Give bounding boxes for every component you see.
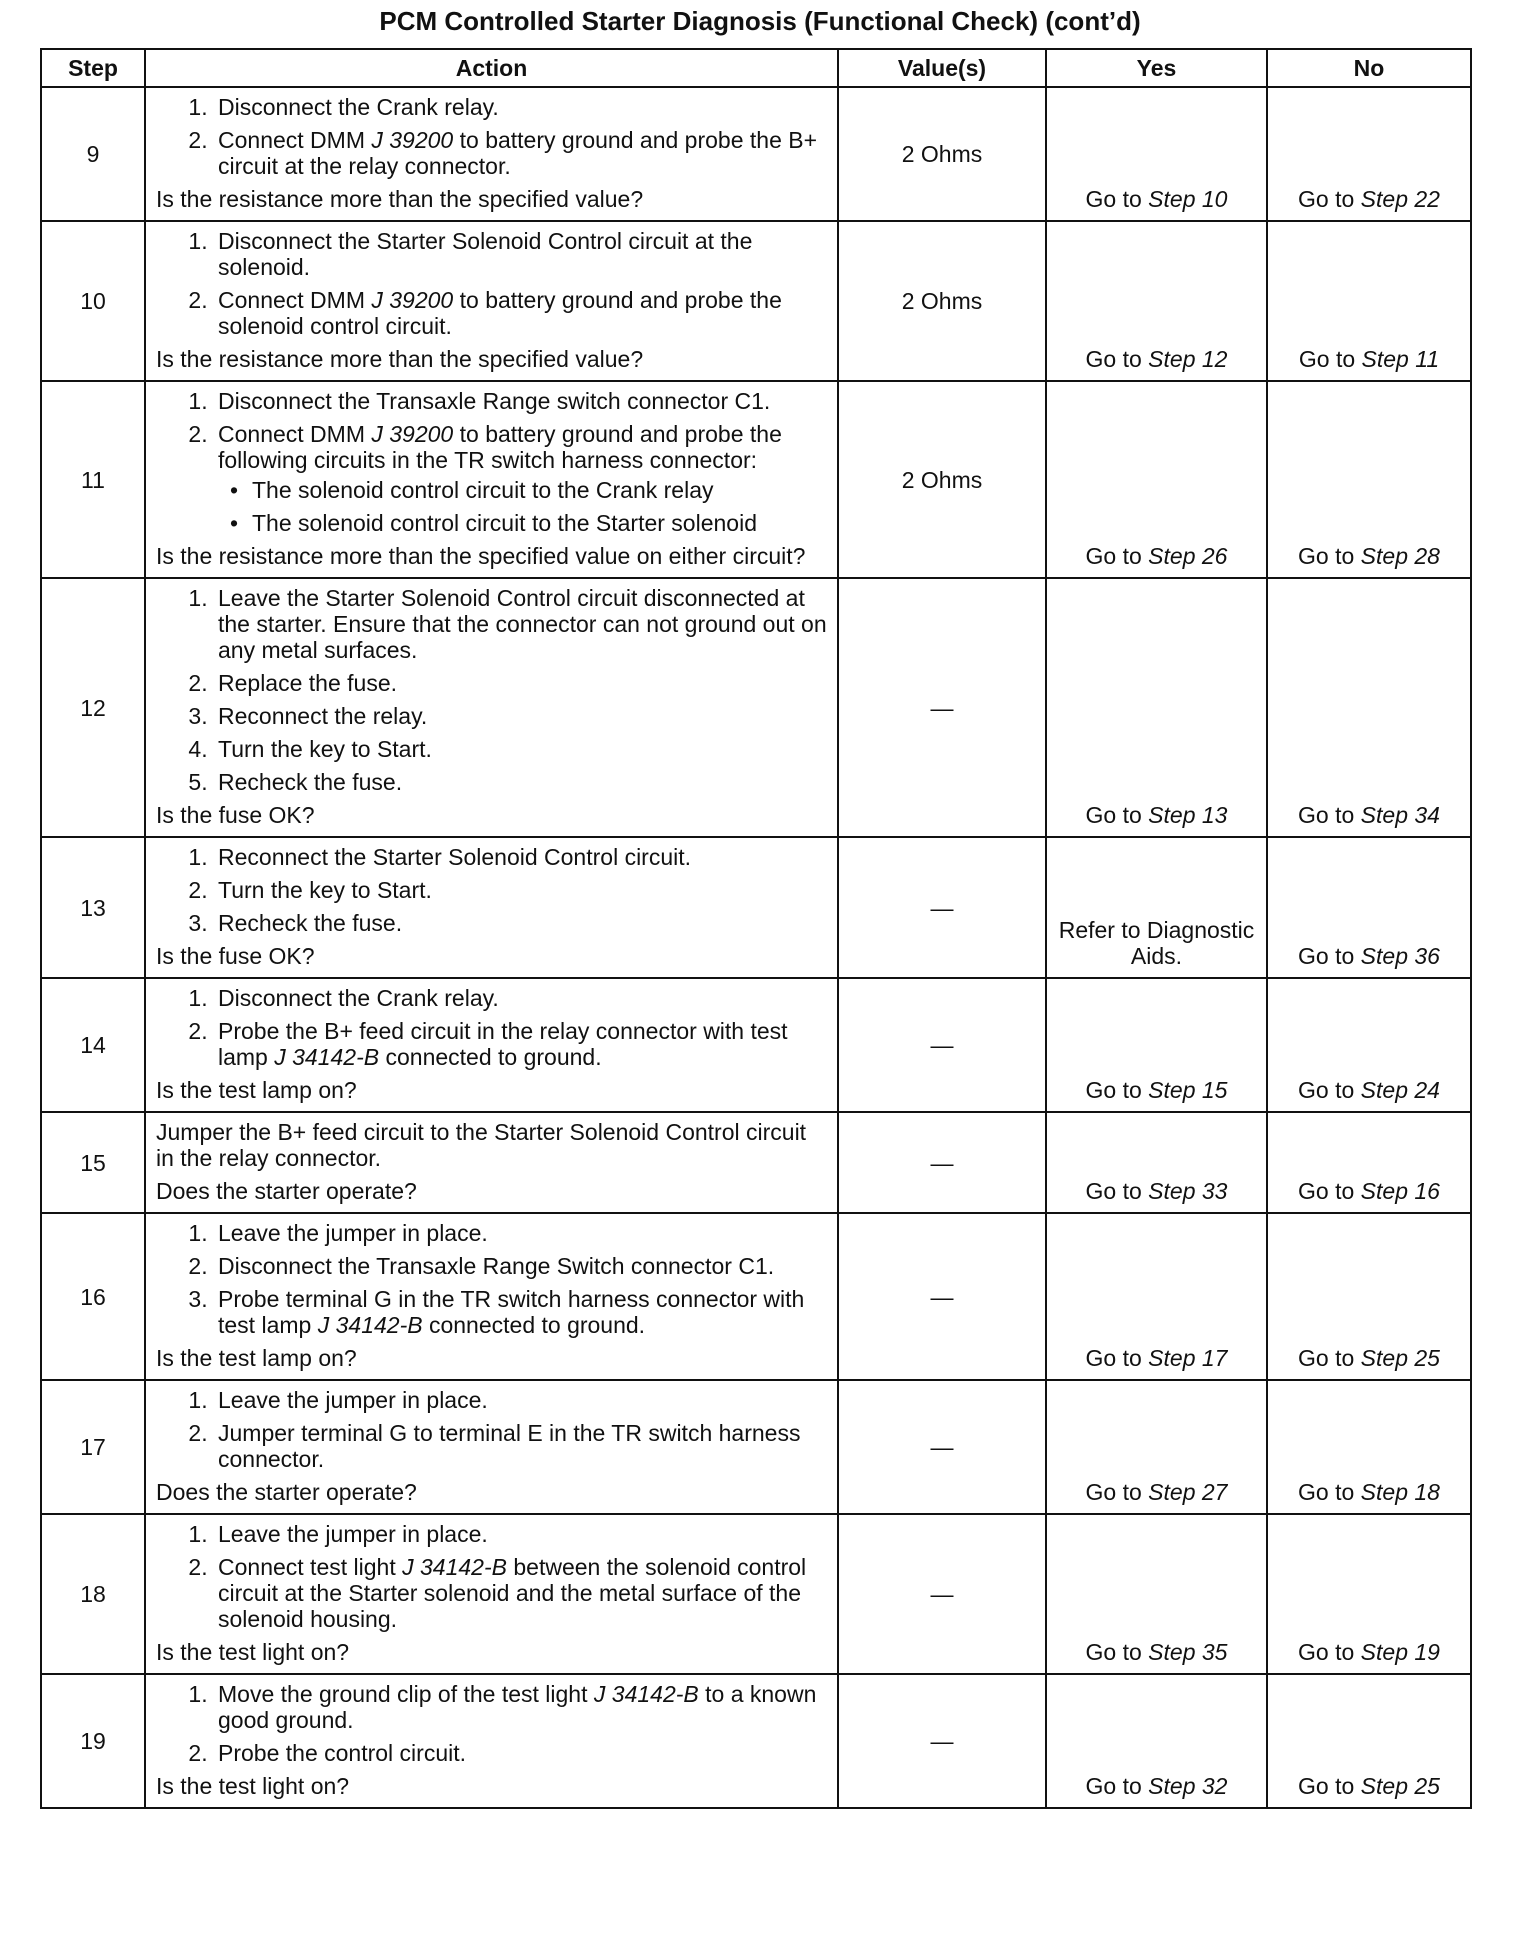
action-question: Is the test light on? [156,1639,350,1665]
no-cell [1267,1380,1471,1514]
yes-cell [1046,87,1267,221]
tool-reference: J 34142-B [402,1554,507,1580]
go-to-text: Go to Step 25 [1298,1773,1440,1799]
action-cell [145,1514,838,1674]
value-cell: — [838,978,1046,1112]
go-to-text: Go to Step 19 [1298,1639,1440,1665]
action-steps [156,388,827,536]
step-number: 9 [41,87,145,221]
go-to-step: Step 35 [1148,1639,1228,1665]
go-to-step: Step 22 [1360,186,1440,212]
action-step: 2. Connect DMM J 39200 to battery ground and probe the solenoid control circuit. [214,287,827,339]
step-number: 12 [41,578,145,837]
tool-reference: J 39200 [371,127,454,153]
go-to-step: Step 33 [1148,1178,1228,1204]
value-cell: — [838,578,1046,837]
go-to-text: Go to Step 36 [1298,943,1440,969]
step-number: 14 [41,978,145,1112]
go-to-step: Step 36 [1360,943,1440,969]
go-to-text: Go to Step 15 [1085,1077,1228,1103]
action-question: Is the test lamp on? [156,1345,357,1371]
yes-cell [1046,978,1267,1112]
go-to-text: Go to Step 34 [1298,802,1440,828]
value-cell: — [838,1112,1046,1213]
tool-reference: J 34142-B [317,1312,423,1338]
table-row [41,381,1471,578]
no-cell [1267,381,1471,578]
no-cell [1267,1674,1471,1808]
table-row [41,1514,1471,1674]
go-to-text: Go to Step 28 [1298,543,1440,569]
action-question: Does the starter operate? [156,1178,417,1204]
no-cell [1267,1213,1471,1380]
action-question: Is the test light on? [156,1773,350,1799]
action-step: 4. Turn the key to Start. [214,736,827,762]
value-cell: — [838,1213,1046,1380]
action-cell [145,381,838,578]
action-bullet: • The solenoid control circuit to the Crank relay [248,477,827,503]
action-bullets [218,477,827,536]
go-to-text: Go to Step 35 [1085,1639,1228,1665]
go-to-step: Step 18 [1360,1479,1440,1505]
diagnosis-table [40,48,1472,1809]
header-no: No [1267,49,1471,87]
no-cell [1267,578,1471,837]
value-cell: — [838,1380,1046,1514]
go-to-step: Step 27 [1148,1479,1228,1505]
table-row [41,1380,1471,1514]
action-step: 1. Leave the jumper in place. [214,1387,827,1413]
go-to-text: Go to Step 26 [1085,543,1228,569]
value-cell: — [838,837,1046,978]
action-steps [156,94,827,179]
no-cell [1267,221,1471,381]
action-cell [145,87,838,221]
yes-cell [1046,1213,1267,1380]
table-row [41,1213,1471,1380]
table-row [41,1112,1471,1213]
header-row [41,49,1471,87]
action-steps [156,1387,827,1472]
go-to-step: Step 34 [1360,802,1440,828]
step-number: 18 [41,1514,145,1674]
no-cell [1267,1112,1471,1213]
action-question: Is the test lamp on? [156,1077,357,1103]
action-step: 2. Jumper terminal G to terminal E in the TR switch harness connector. [214,1420,827,1472]
go-to-step: Step 12 [1148,346,1228,372]
header-values: Value(s) [838,49,1046,87]
yes-cell [1046,837,1267,978]
go-to-step: Step 16 [1360,1178,1440,1204]
tool-reference: J 34142-B [274,1044,380,1070]
action-question: Is the resistance more than the specified value? [156,186,644,212]
action-step: 2. Replace the fuse. [214,670,827,696]
table-row [41,221,1471,381]
action-step: 1. Disconnect the Transaxle Range switch connector C1. [214,388,827,414]
action-steps [156,1220,827,1338]
header-yes: Yes [1046,49,1267,87]
action-cell [145,221,838,381]
go-to-text: Go to Step 18 [1298,1479,1440,1505]
go-to-step: Step 19 [1360,1639,1440,1665]
action-step: 2. Turn the key to Start. [214,877,827,903]
table-row [41,837,1471,978]
action-cell [145,837,838,978]
action-step: 3. Reconnect the relay. [214,703,827,729]
go-to-step: Step 15 [1148,1077,1228,1103]
go-to-step: Step 25 [1360,1345,1440,1371]
action-steps [156,1681,827,1766]
value-cell: 2 Ohms [838,221,1046,381]
go-to-step: Step 10 [1148,186,1228,212]
go-to-text: Go to Step 17 [1085,1345,1228,1371]
go-to-step: Step 17 [1148,1345,1228,1371]
table-row [41,1674,1471,1808]
action-steps [156,844,827,936]
action-bullet: • The solenoid control circuit to the Starter solenoid [248,510,827,536]
go-to-step: Step 28 [1360,543,1440,569]
go-to-text: Go to Step 33 [1085,1178,1228,1204]
action-steps [156,228,827,339]
action-question: Is the resistance more than the specified value? [156,346,644,372]
action-step: 1. Disconnect the Crank relay. [214,985,827,1011]
action-step: 1. Leave the Starter Solenoid Control circuit disconnected at the starter. Ensure that the connector can not ground out on any metal surfaces. [214,585,827,663]
action-question: Is the fuse OK? [156,802,315,828]
go-to-step: Step 13 [1148,802,1228,828]
action-steps [156,585,827,795]
action-step: 1. Leave the jumper in place. [214,1521,827,1547]
value-cell: 2 Ohms [838,381,1046,578]
go-to-step: Step 32 [1148,1773,1228,1799]
action-step: 1. Reconnect the Starter Solenoid Control circuit. [214,844,827,870]
table-row [41,578,1471,837]
value-cell: 2 Ohms [838,87,1046,221]
go-to-step: Step 11 [1361,346,1440,372]
action-step: 2. Disconnect the Transaxle Range Switch connector C1. [214,1253,827,1279]
go-to-text: Go to Step 24 [1298,1077,1440,1103]
yes-cell [1046,221,1267,381]
action-step: 1. Disconnect the Starter Solenoid Control circuit at the solenoid. [214,228,827,280]
go-to-text: Go to Step 13 [1085,802,1228,828]
go-to-step: Step 24 [1360,1077,1440,1103]
step-number: 19 [41,1674,145,1808]
go-to-text: Go to Step 22 [1298,186,1440,212]
table-row [41,87,1471,221]
step-number: 17 [41,1380,145,1514]
action-cell [145,1674,838,1808]
page-title: PCM Controlled Starter Diagnosis (Functional Check) (cont’d) [379,6,1141,36]
no-cell [1267,1514,1471,1674]
tool-reference: J 34142-B [593,1681,699,1707]
value-cell: — [838,1514,1046,1674]
action-step: 3. Probe terminal G in the TR switch harness connector with test lamp J 34142-B connected to ground. [214,1286,827,1338]
action-step: 1. Move the ground clip of the test light J 34142-B to a known good ground. [214,1681,827,1733]
action-cell [145,578,838,837]
action-steps [156,1521,827,1632]
go-to-step: Step 26 [1148,543,1228,569]
go-to-text: Go to Step 12 [1085,346,1228,372]
yes-cell [1046,578,1267,837]
action-step: 2. Probe the control circuit. [214,1740,827,1766]
yes-cell [1046,1112,1267,1213]
go-to-text: Go to Step 11 [1298,346,1440,372]
header-action: Action [145,49,838,87]
yes-cell [1046,1514,1267,1674]
action-question: Does the starter operate? [156,1479,417,1505]
table-row [41,978,1471,1112]
action-step: 2. Probe the B+ feed circuit in the relay connector with test lamp J 34142-B connected to ground. [214,1018,827,1070]
step-number: 10 [41,221,145,381]
header-step: Step [41,49,145,87]
action-text: Jumper the B+ feed circuit to the Starter Solenoid Control circuit in the relay connector. [156,1119,807,1171]
action-step: 2. Connect test light J 34142-B between the solenoid control circuit at the Starter solenoid and the metal surface of the solenoid housing. [214,1554,827,1632]
value-cell: — [838,1674,1046,1808]
step-number: 16 [41,1213,145,1380]
action-step: 3. Recheck the fuse. [214,910,827,936]
go-to-text: Go to Step 27 [1085,1479,1228,1505]
tool-reference: J 39200 [371,287,454,313]
step-number: 13 [41,837,145,978]
action-cell [145,1213,838,1380]
action-question: Is the resistance more than the specified value on either circuit? [156,543,806,569]
action-cell [145,1112,838,1213]
no-cell [1267,978,1471,1112]
tool-reference: J 39200 [371,421,454,447]
yes-cell [1046,381,1267,578]
action-step: 5. Recheck the fuse. [214,769,827,795]
go-to-text: Go to Step 25 [1298,1345,1440,1371]
go-to-step: Step 25 [1360,1773,1440,1799]
yes-cell [1046,1380,1267,1514]
no-cell [1267,837,1471,978]
step-number: 15 [41,1112,145,1213]
action-step: 1. Disconnect the Crank relay. [214,94,827,120]
no-cell [1267,87,1471,221]
go-to-text: Go to Step 16 [1298,1178,1440,1204]
step-number: 11 [41,381,145,578]
go-to-text: Go to Step 10 [1085,186,1228,212]
action-step: 1. Leave the jumper in place. [214,1220,827,1246]
refer-text: Refer to Diagnostic Aids. [1058,917,1255,969]
action-steps [156,985,827,1070]
action-step: 2. Connect DMM J 39200 to battery ground and probe the B+ circuit at the relay connector. [214,127,827,179]
action-step: 2. Connect DMM J 39200 to battery ground and probe the following circuits in the TR switch harness connector: • The solenoid control circuit to the Crank relay • The solenoid control circuit to the Starter solenoid [214,421,827,536]
yes-cell [1046,1674,1267,1808]
action-cell [145,978,838,1112]
go-to-text: Go to Step 32 [1085,1773,1228,1799]
action-question: Is the fuse OK? [156,943,315,969]
action-cell [145,1380,838,1514]
